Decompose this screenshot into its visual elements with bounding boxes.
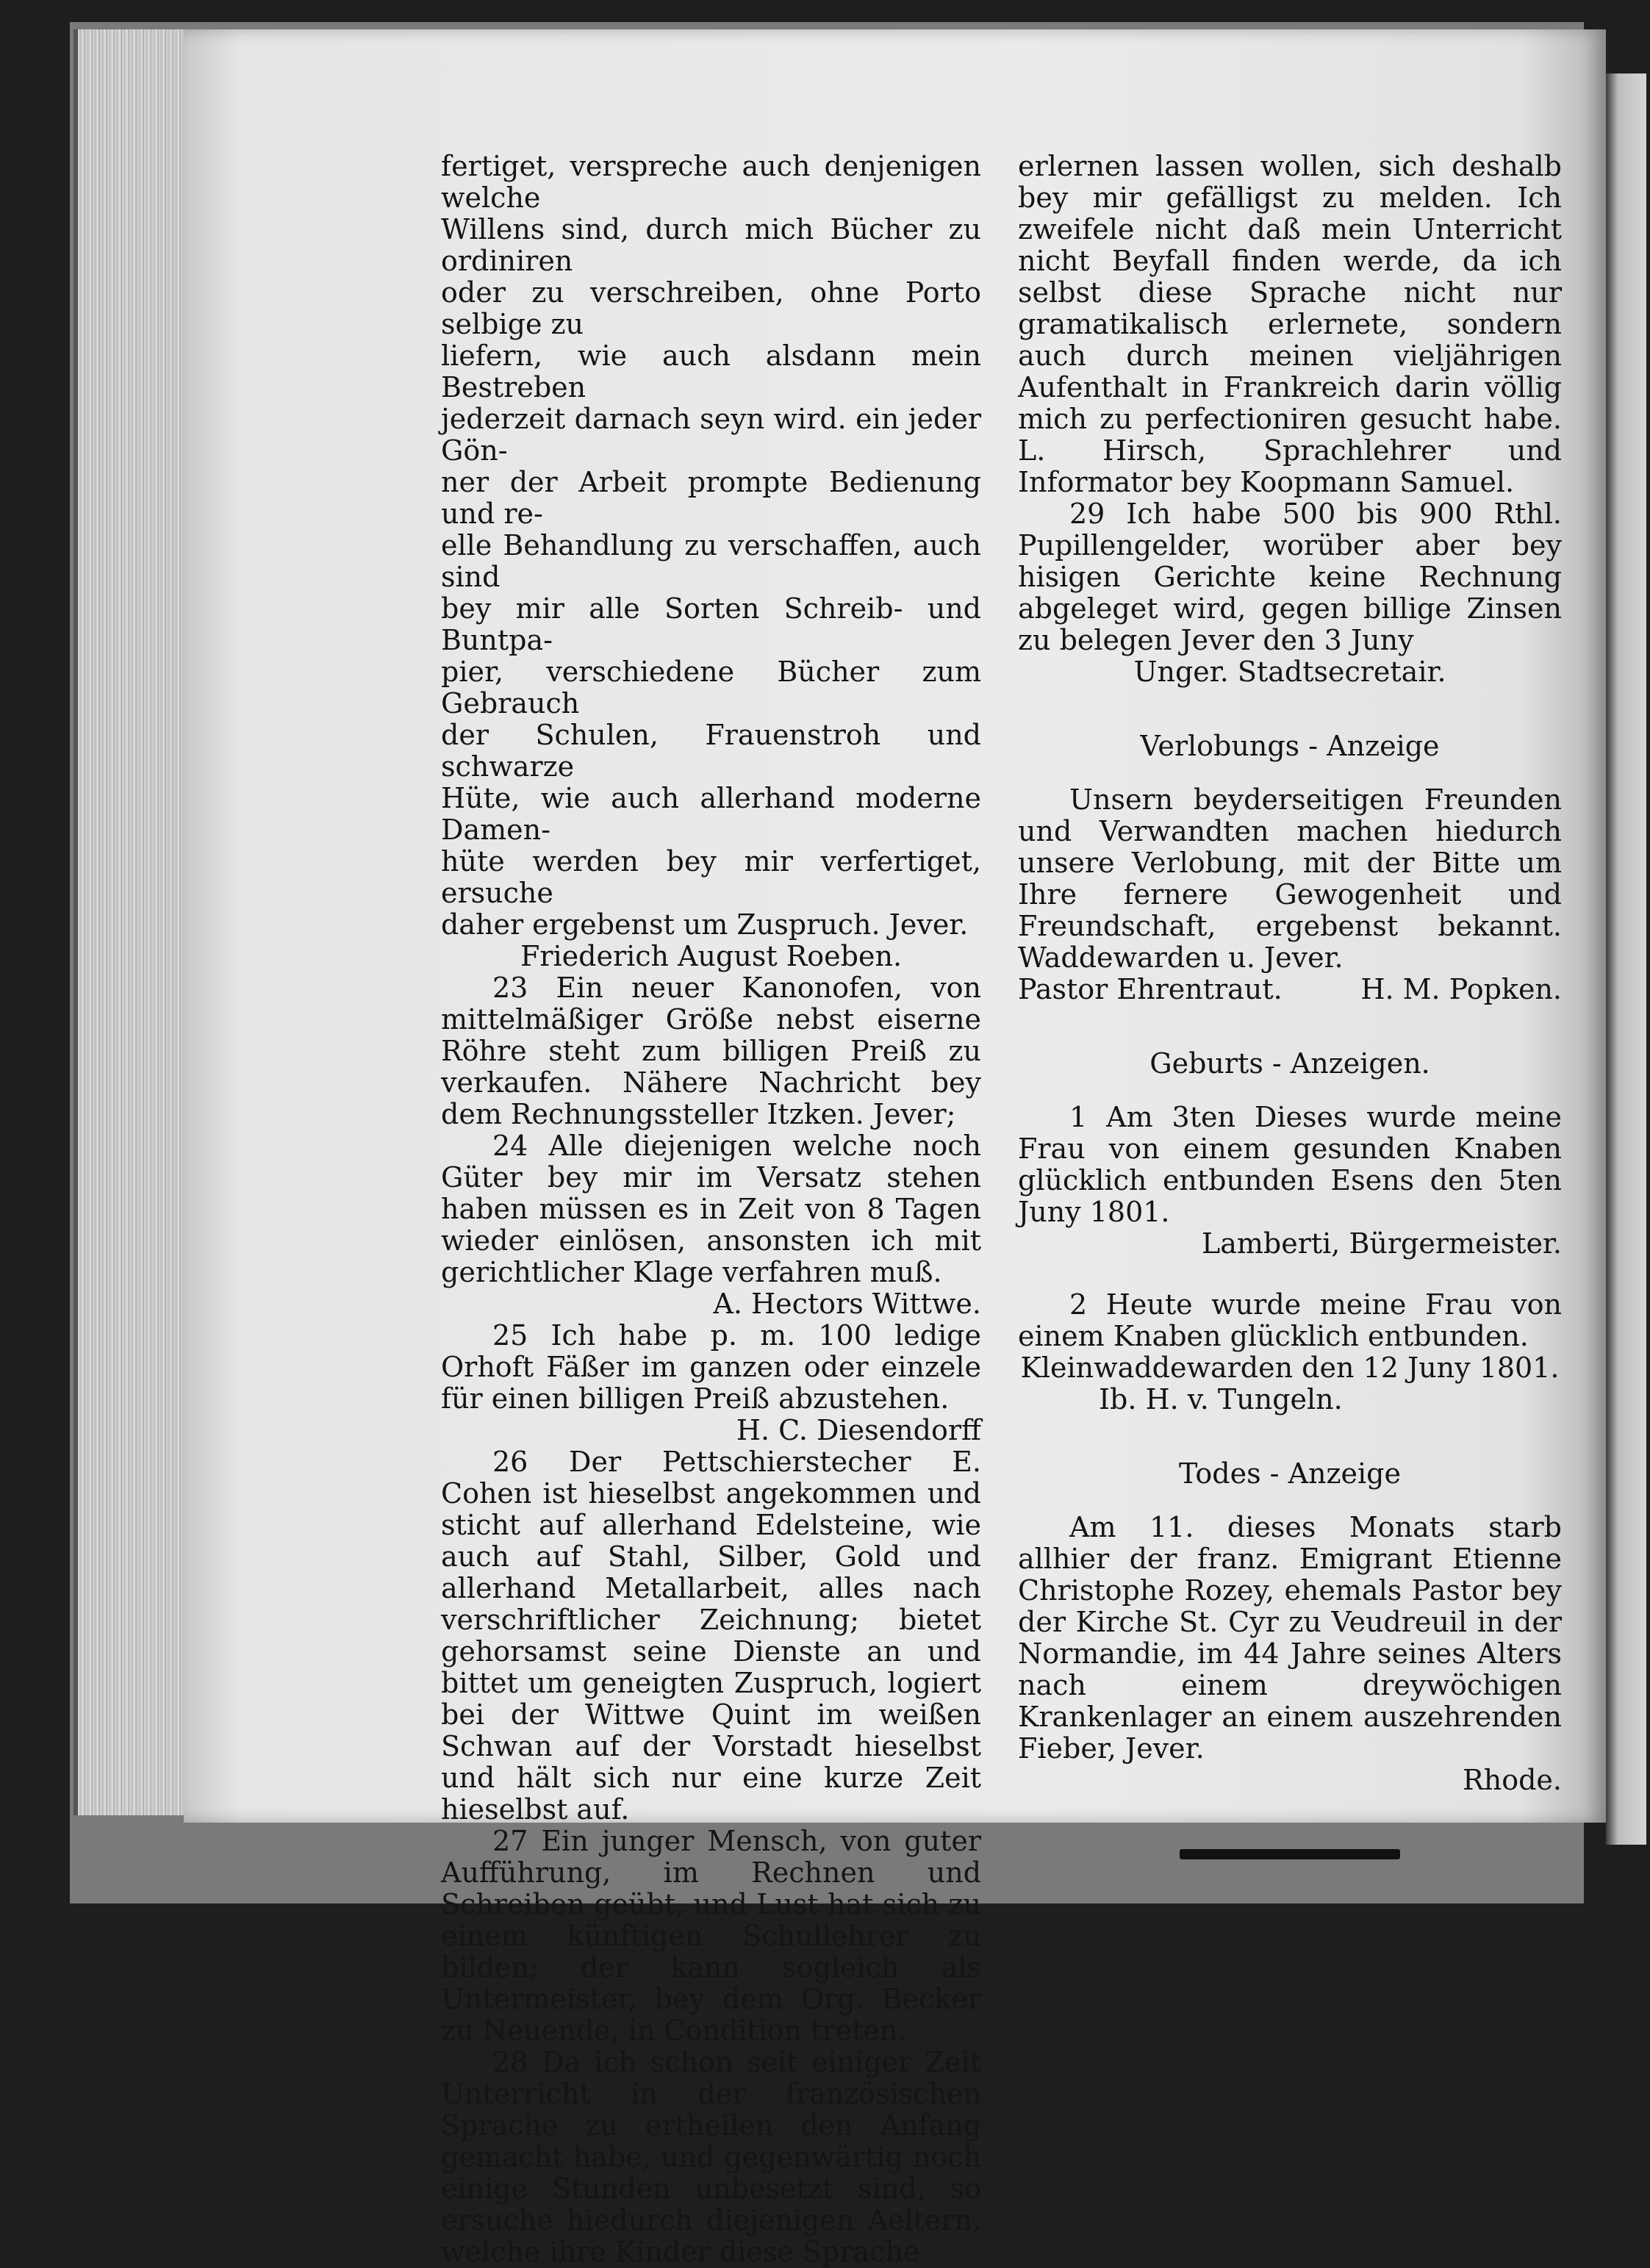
text-line: fertiget, verspreche auch denjenigen welche bbox=[441, 150, 981, 214]
death-notice: Am 11. dieses Monats starb allhier der franz. Emigrant Etienne Christophe Rozey, ehemals Pastor bey der Kirche St. Cyr zu Veudreuil in der Normandie, im 44 Jahre seines Alters nach einem dreywöchigen Krankenlager an einem auszehrenden Fieber, Jever. bbox=[1018, 1511, 1562, 1765]
advert-26: 26 Der Pettschierstecher E. Cohen ist hieselbst angekommen und sticht auf allerhand Edelsteine, wie auch auf Stahl, Silber, Gold und allerhand Metallarbeit, alles nach verschriftlicher Zeichnung; bietet gehorsamst seine Dienste an und bittet um geneigten Zuspruch, logiert bei der Wittwe Quint im weißen Schwan auf der Vorstadt hieselbst und hält sich nur eine kurze Zeit hieselbst auf. bbox=[441, 1446, 981, 1826]
advert-28-continued: erlernen lassen wollen, sich deshalb bey mir gefälligst zu melden. Ich zweifele nicht daß mein Unterricht nicht Beyfall finden werde, da ich selbst diese Sprache nicht nur gramatikalisch erlernete, sondern auch durch meinen vieljährigen Aufenthalt in Frankreich darin völlig mich zu perfectioniren gesucht habe. L. Hirsch, Sprachlehrer und Informator bey Koopmann Samuel. bbox=[1018, 150, 1562, 498]
signature: H. M. Popken. bbox=[1360, 973, 1562, 1005]
text-line: liefern, wie auch alsdann mein Bestreben bbox=[441, 340, 981, 403]
place-date: Kleinwaddewarden den 12 Juny 1801. bbox=[1020, 1352, 1560, 1384]
left-column bbox=[441, 151, 981, 2268]
advert-29: 29 Ich habe 500 bis 900 Rthl. Pupillengelder, worüber aber bey hisigen Gerichte keine Rechnung abgeleget wird, gegen billige Zinsen zu belegen Jever den 3 Juny bbox=[1018, 498, 1562, 656]
facing-page-edge bbox=[1606, 73, 1646, 1845]
text-line: ner der Arbeit prompte Bedienung und re- bbox=[441, 466, 981, 530]
text-line: jederzeit darnach seyn wird. ein jeder Gön- bbox=[441, 403, 981, 467]
signature: Unger. Stadtsecretair. bbox=[1133, 656, 1446, 688]
heading-engagement: Verlobungs - Anzeige bbox=[1140, 730, 1440, 762]
text-line: hüte werden bey mir verfertiget, ersuche bbox=[441, 845, 981, 909]
signature: Ib. H. v. Tungeln. bbox=[1099, 1383, 1343, 1415]
text-line: elle Behandlung zu verschaffen, auch sind bbox=[441, 529, 981, 593]
advert-25: 25 Ich habe p. m. 100 ledige Orhoft Fäßer im ganzen oder einzele für einen billigen Preiß abzustehen. bbox=[441, 1319, 981, 1415]
text-line: bey mir alle Sorten Schreib- und Buntpa- bbox=[441, 592, 981, 656]
signature: H. C. Diesendorff bbox=[736, 1414, 981, 1446]
advert-24: 24 Alle diejenigen welche noch Güter bey mir im Versatz stehen haben müssen es in Zeit von 8 Tagen wieder einlösen, ansonsten ich mit gerichtlicher Klage verfahren muß. bbox=[441, 1130, 981, 1288]
text-line: Willens sind, durch mich Bücher zu ordiniren bbox=[441, 213, 981, 277]
right-column bbox=[1018, 151, 1562, 1859]
signature: A. Hectors Wittwe. bbox=[713, 1288, 981, 1320]
engagement-signatures bbox=[1018, 974, 1562, 1005]
signature: Pastor Ehrentraut. bbox=[1018, 973, 1283, 1005]
advert-27: 27 Ein junger Mensch, von guter Aufführung, im Rechnen und Schreiben geübt, und Lust hat sich zu einem künftigen Schullehrer zu bilden; der kann sogleich als Untermeister, bey dem Org. Becker zu Neuende, in Condition treten. bbox=[441, 1825, 981, 2047]
text-line: der Schulen, Frauenstroh und schwarze bbox=[441, 719, 981, 783]
heading-birth: Geburts - Anzeigen. bbox=[1149, 1047, 1430, 1080]
text-line: oder zu verschreiben, ohne Porto selbige zu bbox=[441, 276, 981, 340]
advert-28: 28 Da ich schon seit einiger Zeit Unterricht in der französischen Sprache zu ertheilen den Anfang gemacht habe, und gegenwärtig noch einige Stunden unbesetzt sind, so ersuche hiedurch diejenigen Aeltern, welche ihre Kinder diese Sprache bbox=[441, 2046, 981, 2268]
text-line: Hüte, wie auch allerhand moderne Damen- bbox=[441, 782, 981, 846]
text-line: pier, verschiedene Bücher zum Gebrauch bbox=[441, 656, 981, 719]
signature: Friederich August Roeben. bbox=[520, 940, 903, 972]
signature: Lamberti, Bürgermeister. bbox=[1201, 1227, 1562, 1260]
advert-23: 23 Ein neuer Kanonofen, von mittelmäßiger Größe nebst eiserne Röhre steht zum billigen Preiß zu verkaufen. Nähere Nachricht bey dem Rechnungssteller Itzken. Jever; bbox=[441, 972, 981, 1130]
text-line: daher ergebenst um Zuspruch. Jever. bbox=[441, 908, 969, 941]
engagement-notice: Unsern beyderseitigen Freunden und Verwandten machen hiedurch unsere Verlobung, mit der Bitte um Ihre fernere Gewogenheit und Freundschaft, ergebenst bekannt. Waddewarden u. Jever. bbox=[1018, 783, 1562, 974]
end-divider bbox=[1180, 1849, 1400, 1859]
signature: Rhode. bbox=[1463, 1764, 1562, 1796]
birth-notice-1: 1 Am 3ten Dieses wurde meine Frau von einem gesunden Knaben glücklich entbunden Esens den 5ten Juny 1801. bbox=[1018, 1101, 1562, 1228]
birth-notice-2: 2 Heute wurde meine Frau von einem Knaben glücklich entbunden. bbox=[1018, 1288, 1562, 1352]
heading-death: Todes - Anzeige bbox=[1179, 1457, 1401, 1490]
